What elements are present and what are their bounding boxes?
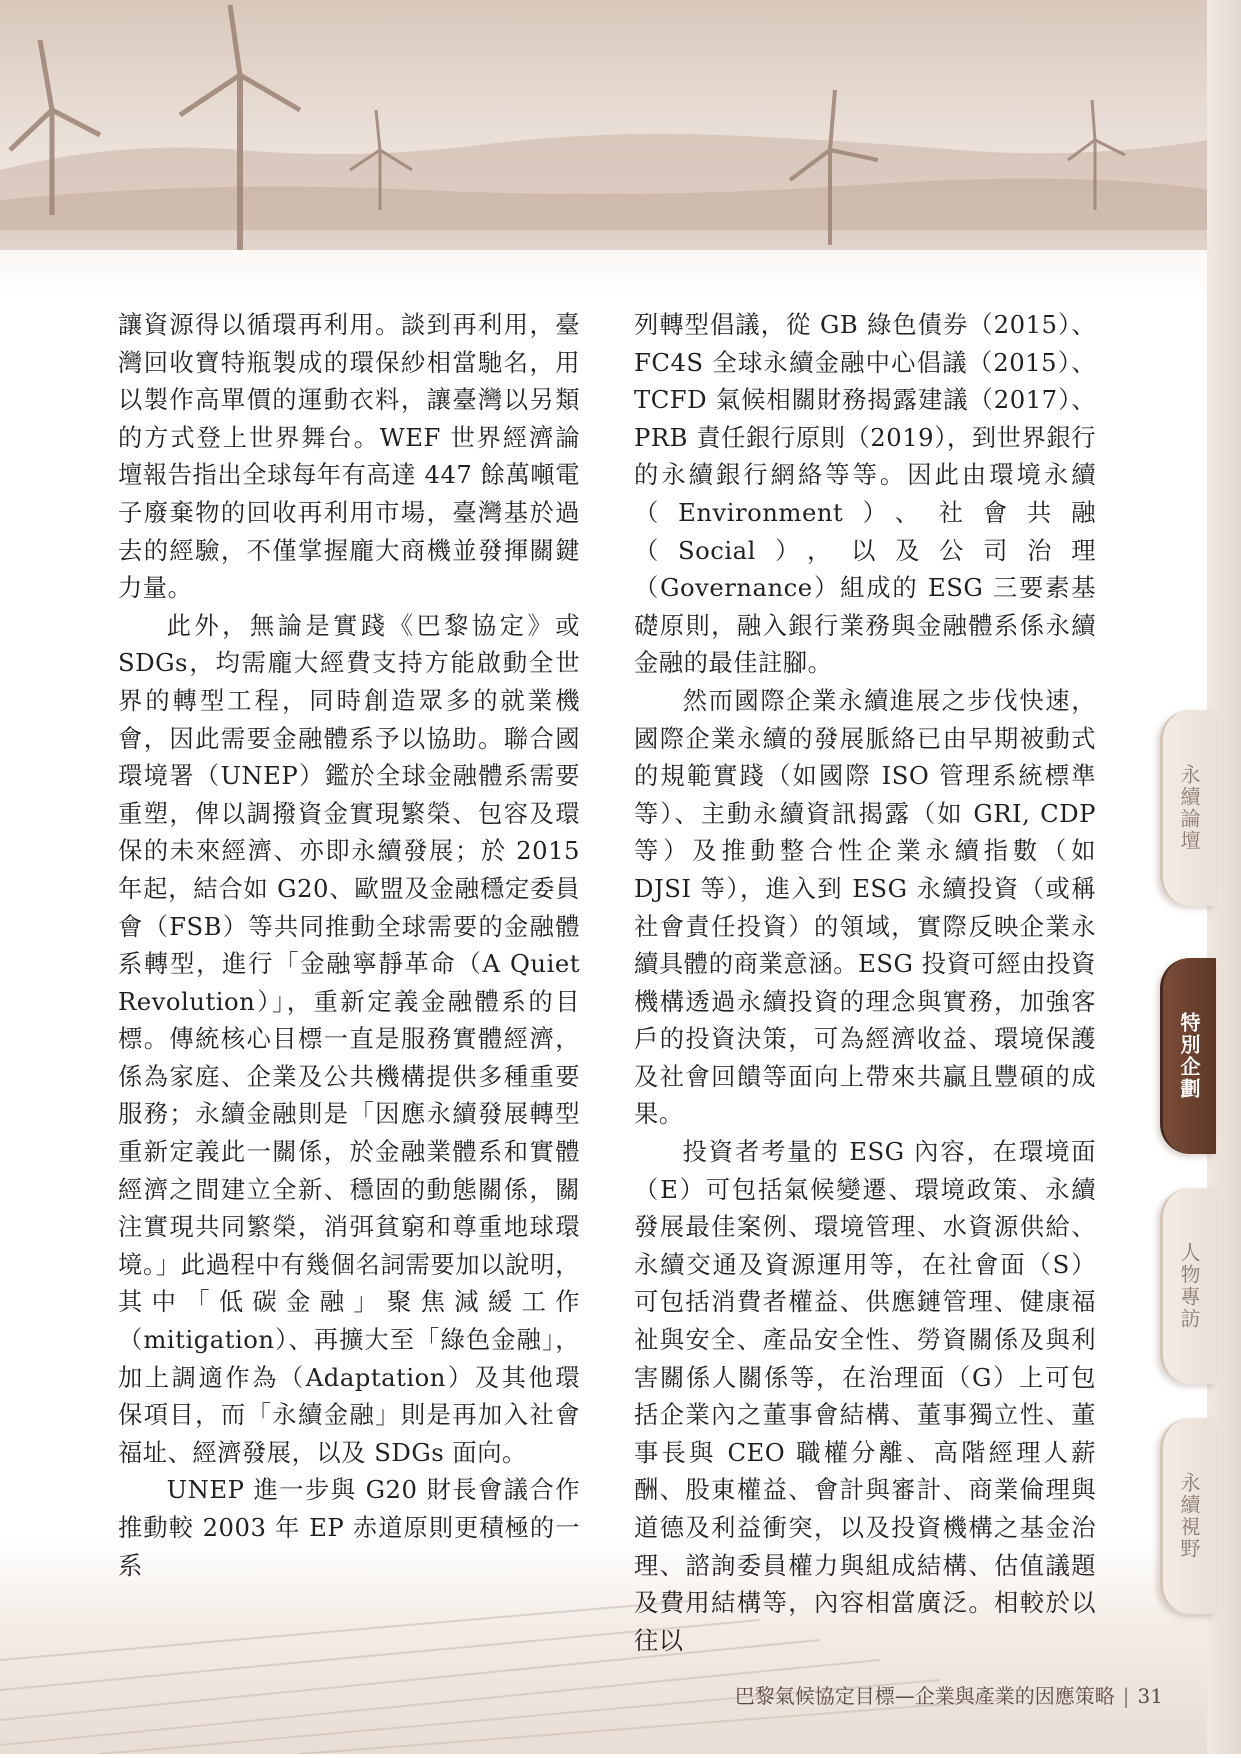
text-column-right (634, 306, 1096, 1659)
paragraph: 列轉型倡議，從 GB 綠色債券（2015）、FC4S 全球永續金融中心倡議（2015）、TCFD 氣候相關財務揭露建議（2017）、PRB 責任銀行原則（2019），到世界銀行的永續銀行網絡等等。因此由環境永續（Environment）、社會共融（Social），以及公司治理（Governance）組成的 ESG 三要素基礎原則，融入銀行業務與金融體系係永續金融的最佳註腳。 (634, 310, 1096, 678)
paragraph: 投資者考量的 ESG 內容，在環境面（E）可包括氣候變遷、環境政策、永續發展最佳案例、環境管理、水資源供給、永續交通及資源運用等，在社會面（S）可包括消費者權益、供應鏈管理、健康福祉與安全、產品安全性、勞資關係及與利害關係人關係等，在治理面（G）上可包括企業內之董事會結構、董事獨立性、董事長與 CEO 職權分離、高階經理人薪酬、股東權益、會計與審計、商業倫理與道德及利益衝突，以及投資機構之基金治理、諮詢委員權力與組成結構、估值議題及費用結構等，內容相當廣泛。相較於以往以 (634, 1137, 1096, 1655)
paragraph: 然而國際企業永續進展之步伐快速，國際企業永續的發展脈絡已由早期被動式的規範實踐（如國際 ISO 管理系統標準等）、主動永續資訊揭露（如 GRI, CDP 等）及推動整合性企業永續指數（如 DJSI 等），進入到 ESG 永續投資（或稱社會責任投資）的領域，實際反映企業永續具體的商業意涵。ESG 投資可經由投資機構透過永續投資的理念與實務，加強客戶的投資決策，可為經濟收益、環境保護及社會回饋等面向上帶來共贏且豐碩的成果。 (634, 685, 1096, 1129)
section-tab-interview[interactable]: 人物專訪 (1160, 1188, 1216, 1384)
page-number: 31 (1137, 1684, 1163, 1708)
header-banner-image (0, 0, 1210, 300)
text-column-left (118, 306, 580, 1584)
footer-separator: | (1122, 1684, 1130, 1708)
paragraph: 讓資源得以循環再利用。談到再利用，臺灣回收寶特瓶製成的環保紗相當馳名，用以製作高單價的運動衣料，讓臺灣以另類的方式登上世界舞台。WEF 世界經濟論壇報告指出全球每年有高達 447 餘萬噸電子廢棄物的回收再利用市場，臺灣基於過去的經驗，不僅掌握龐大商機並發揮關鍵力量。 (118, 310, 580, 603)
section-tab-sustainability-vision[interactable]: 永續視野 (1160, 1418, 1216, 1614)
running-footer (735, 1680, 1163, 1709)
wind-turbine-illustration (0, 0, 1210, 300)
footer-title: 巴黎氣候協定目標—企業與產業的因應策略 (734, 1684, 1115, 1708)
paragraph: 此外，無論是實踐《巴黎協定》或 SDGs，均需龐大經費支持方能啟動全世界的轉型工程，同時創造眾多的就業機會，因此需要金融體系予以協助。聯合國環境署（UNEP）鑑於全球金融體系需要重塑，俾以調撥資金實現繁榮、包容及環保的未來經濟、亦即永續發展；於 2015 年起，結合如 G20、歐盟及金融穩定委員會（FSB）等共同推動全球需要的金融體系轉型，進行「金融寧靜革命（A Quiet Revolution）」，重新定義金融體系的目標。傳統核心目標一直是服務實體經濟，係為家庭、企業及公共機構提供多種重要服務；永續金融則是「因應永續發展轉型重新定義此一關係，於金融業體系和實體經濟之間建立全新、穩固的動態關係，關注實現共同繁榮，消弭貧窮和尊重地球環境。」此過程中有幾個名詞需要加以說明，其中「低碳金融」聚焦減緩工作（mitigation）、再擴大至「綠色金融」，加上調適作為（Adaptation）及其他環保項目，而「永續金融」則是再加入社會福址、經濟發展，以及 SDGs 面向。 (118, 610, 580, 1467)
paragraph: UNEP 進一步與 G20 財長會議合作推動較 2003 年 EP 赤道原則更積極的一系 (118, 1475, 580, 1580)
section-tab-special-feature[interactable]: 特別企劃 (1160, 958, 1216, 1154)
section-tab-sustainability-forum[interactable]: 永續論壇 (1160, 710, 1216, 906)
